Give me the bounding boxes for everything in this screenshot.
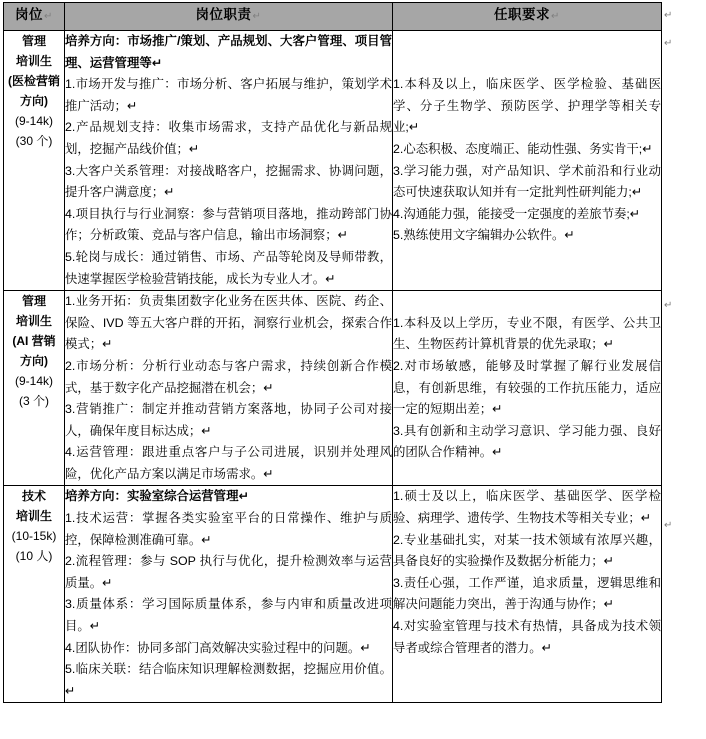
requirement-item: 1.本科及以上，临床医学、医学检验、基础医学、分子生物学、预防医学、护理学等相关专业;↵ (393, 77, 661, 135)
job-postings-table (3, 2, 662, 703)
duty-item: 4.项目执行与行业洞察：参与营销项目落地，推动跨部门协作；分析政策、竞品与客户信息，输出市场洞察；↵ (65, 206, 392, 243)
column-header-label: 岗位职责 (195, 7, 252, 22)
requirement-item: 2.对市场敏感，能够及时掌握了解行业发展信息，有创新思维，有较强的工作抗压能力，适应一定的短期出差；↵ (393, 358, 661, 417)
paragraph-mark: ↵ (664, 300, 673, 311)
position-headcount: (10 人) (15, 549, 53, 564)
duty-item: 5.临床关联：结合临床知识理解检测数据，挖掘应用价值。↵ (65, 662, 392, 698)
requirements-cell (393, 31, 662, 291)
position-name-line: 方向) (20, 94, 48, 108)
duty-item: 培养方向：实验室综合运营管理↵ (65, 489, 249, 504)
position-headcount: (30 个) (15, 134, 53, 148)
position-name-line: 技术 (21, 489, 46, 504)
duties-cell (65, 31, 393, 291)
requirement-item: 4.对实验室管理与技术有热情，具备成为技术领导者或综合管理者的潜力。↵ (393, 619, 661, 655)
paragraph-mark: ↵ (44, 11, 53, 22)
column-header-position (4, 3, 65, 31)
requirement-item: 4.沟通能力强，能接受一定强度的差旅节奏;↵ (393, 206, 641, 221)
requirements-cell (393, 486, 662, 703)
position-salary: (10-15k) (11, 529, 57, 544)
duty-item: 培养方向：市场推广/策划、产品规划、大客户管理、项目管理、运营管理等↵ (65, 34, 392, 70)
duty-item: 4.运营管理：跟进重点客户与子公司进展，识别并处理风险，优化产品方案以满足市场需求。↵ (65, 445, 392, 481)
paragraph-mark: ↵ (664, 10, 673, 21)
requirement-item: 3.责任心强，工作严谨，追求质量，逻辑思维和解决问题能力突出，善于沟通与协作；↵ (393, 575, 661, 612)
column-header-duties (65, 3, 393, 31)
position-name-line: 培训生 (15, 509, 52, 524)
position-name-line: 管理 (21, 294, 46, 309)
paragraph-mark: ↵ (252, 11, 262, 22)
position-name-line: 培训生 (15, 54, 52, 68)
duty-item: 1.技术运营：掌握各类实验室平台的日常操作、维护与质控，保障检测准确可靠。↵ (65, 511, 392, 547)
column-header-label: 岗位 (15, 7, 44, 22)
requirement-item: 5.熟练使用文字编辑办公软件。↵ (393, 228, 575, 243)
position-cell (4, 486, 65, 703)
duty-item: 2.流程管理：参与 SOP 执行与优化，提升检测效率与运营质量。↵ (65, 554, 392, 590)
requirement-item: 3.具有创新和主动学习意识、学习能力强、良好的团队合作精神。↵ (393, 423, 661, 460)
duty-item: 5.轮岗与成长：通过销售、市场、产品等轮岗及导师带教，快速掌握医学检验营销技能，成长为专业人才。↵ (65, 249, 392, 286)
duty-item: 3.营销推广：制定并推动营销方案落地，协同子公司对接人，确保年度目标达成；↵ (65, 402, 392, 438)
requirement-item: 2.专业基础扎实，对某一技术领域有浓厚兴趣，具备良好的实验操作及数据分析能力；↵ (393, 532, 661, 569)
position-cell (4, 291, 65, 486)
table-row (4, 486, 662, 703)
table-row (4, 31, 662, 291)
position-salary: (9-14k) (14, 374, 53, 389)
position-name-line: (AI 营销 (12, 334, 56, 349)
duty-item: 2.产品规划支持：收集市场需求，支持产品优化与新品规划，挖掘产品线价值；↵ (65, 120, 392, 156)
position-name-line: 管理 (21, 34, 46, 48)
paragraph-mark: ↵ (664, 520, 673, 531)
paragraph-mark: ↵ (551, 11, 560, 22)
requirement-item: 3.学习能力强，对产品知识、学术前沿和行业动态可快速获取认知并有一定批判性研判能力;↵ (393, 163, 661, 200)
position-cell (4, 31, 65, 291)
requirement-item: 1.本科及以上学历，专业不限，有医学、公共卫生、生物医药计算机背景的优先录取；↵ (393, 315, 661, 352)
column-header-requirements (393, 3, 662, 31)
duties-cell (65, 486, 393, 703)
requirement-item: 2.心态积极、态度端正、能动性强、务实肯干;↵ (393, 141, 653, 156)
duty-item: 3.质量体系：学习国际质量体系，参与内审和质量改进项目。↵ (65, 597, 392, 634)
duty-item: 1.市场开发与推广：市场分析、客户拓展与维护，策划学术推广活动；↵ (65, 77, 392, 113)
duty-item: 2.市场分析：分析行业动态与客户需求，持续创新合作模式，基于数字化产品挖掘潜在机会；↵ (65, 358, 392, 395)
position-salary: (9-14k) (14, 114, 53, 128)
column-header-label: 任职要求 (494, 7, 551, 22)
paragraph-mark: ↵ (664, 38, 673, 49)
duty-item: 1.业务开拓：负责集团数字化业务在医共体、医院、药企、保险、IVD 等五大客户群的开拓，洞察行业机会，探索合作模式；↵ (65, 294, 392, 352)
table-row (4, 291, 662, 486)
position-name-line: 方向) (20, 354, 48, 369)
position-headcount: (3 个) (18, 394, 49, 409)
position-name-line: 培训生 (15, 314, 52, 329)
duties-cell (65, 291, 393, 486)
requirement-item: 1.硕士及以上，临床医学、基础医学、医学检验、病理学、遗传学、生物技术等相关专业；↵ (393, 489, 661, 526)
requirements-cell (393, 291, 662, 486)
duty-item: 4.团队协作：协同多部门高效解决实验过程中的问题。↵ (65, 640, 371, 655)
position-name-line: (医检营销 (8, 74, 60, 88)
duty-item: 3.大客户关系管理：对接战略客户，挖掘需求、协调问题，提升客户满意度；↵ (65, 163, 392, 200)
table-header-row (4, 3, 662, 31)
